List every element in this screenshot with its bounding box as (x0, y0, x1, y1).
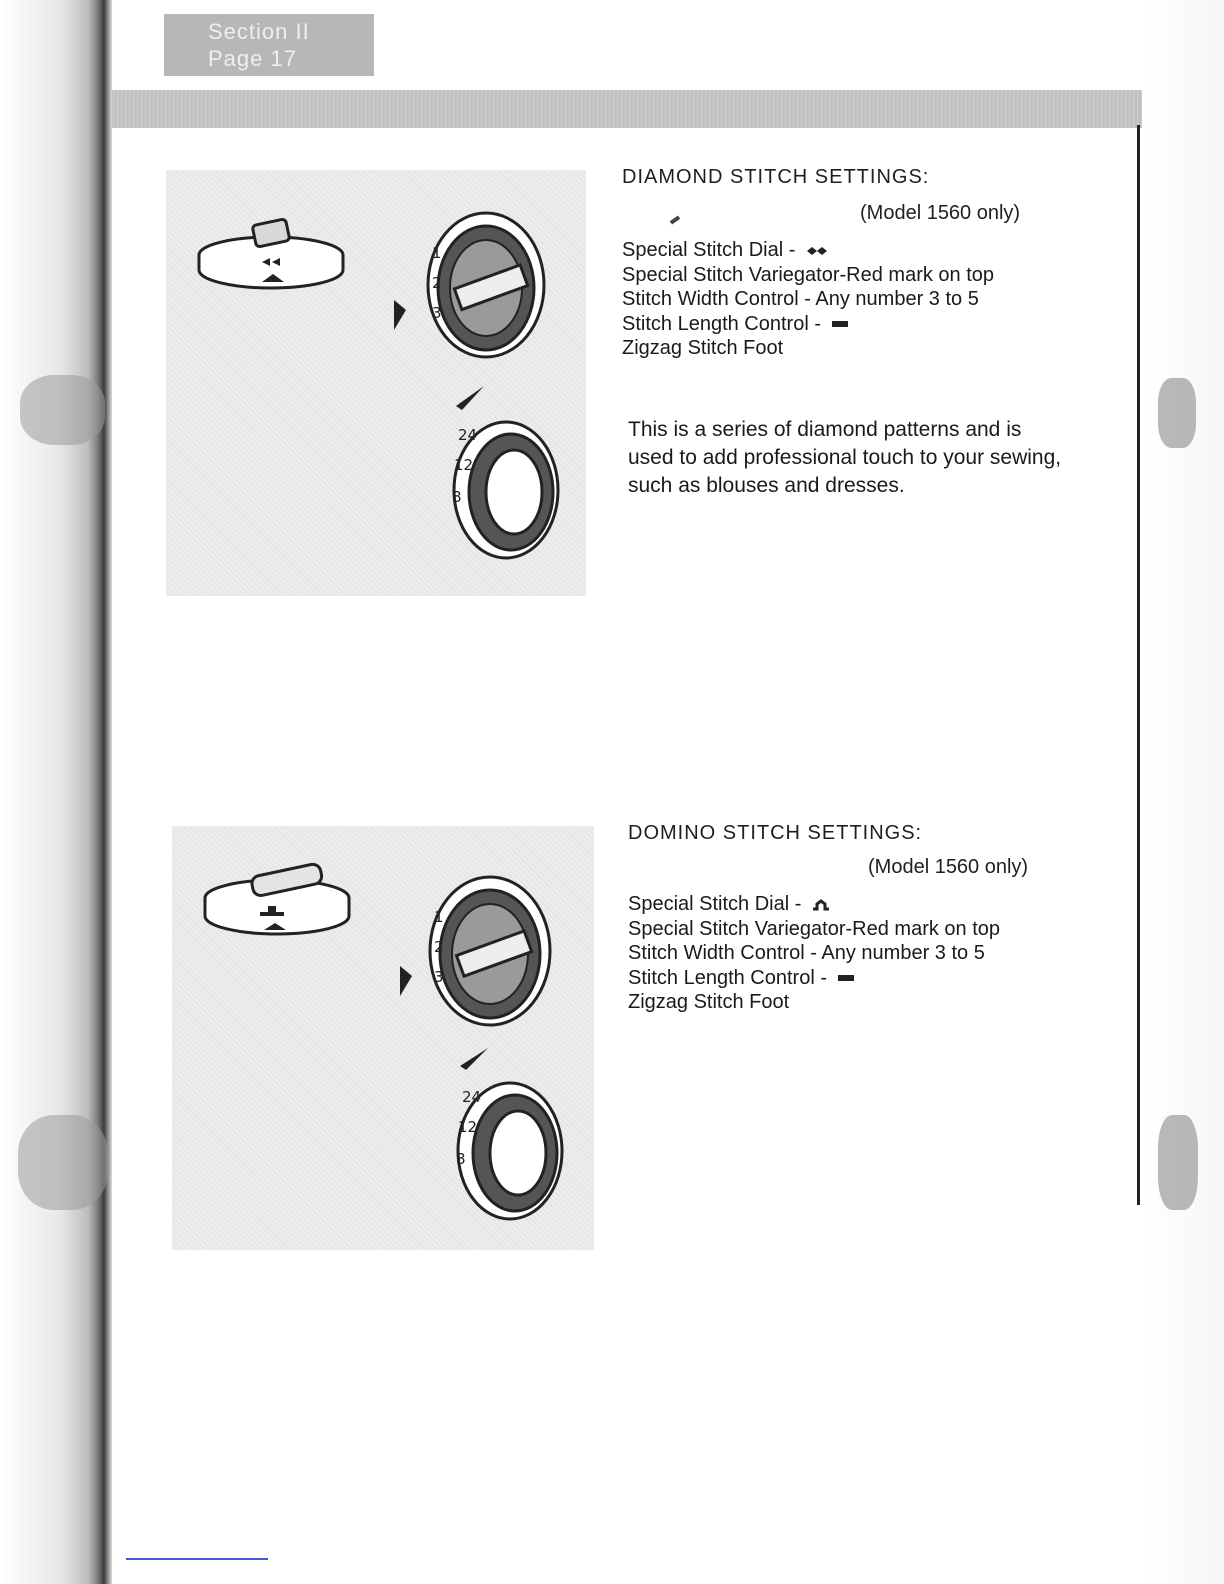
section-title: DIAMOND STITCH SETTINGS: (622, 166, 930, 188)
setting-length: Stitch Length Control - (622, 312, 994, 337)
stitch-width-dial-illustration (394, 213, 544, 357)
pointer-icon (400, 966, 412, 996)
width-number: 2 (432, 274, 442, 292)
width-number: 3 (434, 968, 444, 986)
width-number: 1 (432, 244, 442, 262)
length-number: 12 (458, 1118, 478, 1136)
setting-length: Stitch Length Control - (628, 966, 1000, 991)
page-label: Page 17 (208, 46, 297, 71)
scan-mark (670, 215, 680, 224)
diamond-pattern-icon (805, 246, 829, 256)
section-page-tab (164, 14, 374, 76)
setting-variegator: Special Stitch Variegator-Red mark on top (622, 263, 995, 286)
header-bar (112, 90, 1142, 128)
setting-special-stitch-dial: Special Stitch Dial - (628, 892, 1000, 917)
dial-illustration (172, 826, 594, 1250)
width-number: 1 (434, 908, 444, 926)
special-stitch-dial-illustration (199, 219, 343, 288)
width-number: 3 (432, 304, 442, 322)
scan-binding-edge (0, 0, 112, 1584)
length-number: 12 (454, 456, 474, 474)
stitch-length-dial-illustration (452, 386, 558, 558)
length-number: 24 (462, 1088, 482, 1106)
scan-smudge (1158, 1115, 1198, 1210)
setting-foot: Zigzag Stitch Foot (628, 991, 790, 1013)
length-number: 24 (458, 426, 478, 444)
setting-special-stitch-dial: Special Stitch Dial - (622, 238, 994, 263)
footer-link-underline (126, 1558, 268, 1560)
settings-list (628, 892, 1000, 1015)
dial-illustration (166, 170, 586, 596)
special-stitch-dial-illustration (205, 863, 349, 934)
setting-variegator: Special Stitch Variegator-Red mark on top (628, 917, 1001, 940)
section-label: Section II (208, 19, 310, 44)
settings-list (622, 238, 994, 361)
right-margin-rule (1137, 125, 1140, 1205)
stitch-width-dial-illustration (400, 877, 550, 1025)
scan-smudge (20, 375, 105, 445)
setting-foot: Zigzag Stitch Foot (622, 337, 784, 359)
setting-width: Stitch Width Control - Any number 3 to 5 (622, 288, 979, 310)
diamond-settings-figure (166, 170, 586, 596)
scan-right-edge (1144, 0, 1224, 1584)
satin-bar-icon (837, 974, 855, 982)
satin-bar-icon (831, 320, 849, 328)
model-note: (Model 1560 only) (868, 856, 1029, 878)
section-title: DOMINO STITCH SETTINGS: (628, 822, 923, 844)
model-note: (Model 1560 only) (860, 202, 1021, 224)
stitch-length-dial-illustration (456, 1048, 562, 1219)
scan-smudge (1158, 378, 1196, 448)
scan-smudge (18, 1115, 108, 1210)
section-description: This is a series of diamond patterns and is used to add professional touch to your sewing, such as blouses and dresses. (628, 418, 1062, 497)
domino-pattern-icon (811, 899, 831, 911)
length-number: 8 (452, 488, 462, 506)
length-number: 8 (456, 1150, 466, 1168)
setting-width: Stitch Width Control - Any number 3 to 5 (628, 942, 985, 964)
pointer-icon (456, 386, 484, 410)
domino-settings-figure (172, 826, 594, 1250)
pointer-icon (460, 1048, 488, 1070)
width-number: 2 (434, 938, 444, 956)
pointer-icon (394, 300, 406, 330)
